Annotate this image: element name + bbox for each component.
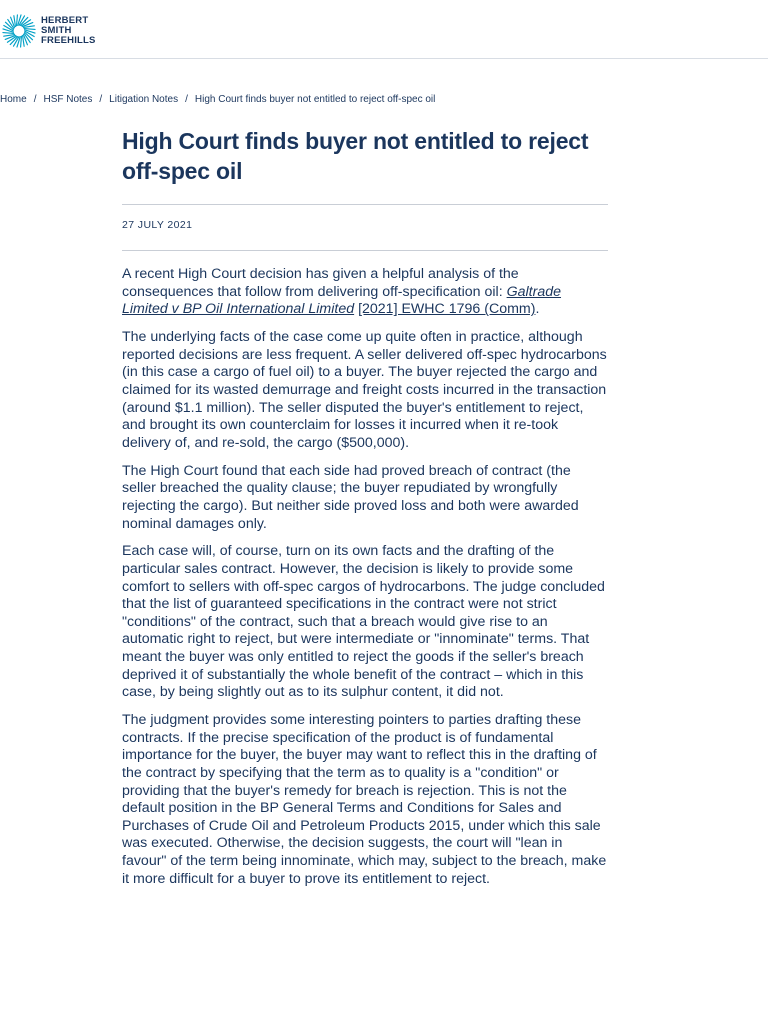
paragraph-1-text: A recent High Court decision has given a helpful analysis of the consequences that follow from delivering off-specification oil:	[122, 266, 519, 300]
brand-wordmark	[41, 16, 96, 46]
paragraph-5: The judgment provides some interesting pointers to parties drafting these contracts. If the precise specification of the product is of fundamental importance for the buyer, the buyer may want to reflect this in the drafting of the contract by specifying that the term as to quality is a "condition" or providing that the buyer's remedy for breach is rejection. This is not the default position in the BP General Terms and Conditions for Sales and Purchases of Crude Oil and Petroleum Products 2015, under which this sale was executed. Otherwise, the decision suggests, the court will "lean in favour" of the term being innominate, which may, subject to the breach, make it more difficult for a buyer to prove its entitlement to reject.	[122, 712, 607, 887]
burst-icon	[0, 12, 38, 50]
breadcrumb-separator: /	[185, 94, 188, 105]
breadcrumb-hsf-notes[interactable]: HSF Notes	[43, 94, 93, 105]
header-divider	[0, 58, 768, 59]
paragraph-1	[122, 266, 608, 319]
paragraph-4: Each case will, of course, turn on its own facts and the drafting of the particular sales contract. However, the decision is likely to provide some comfort to sellers with off-spec cargos of hydrocarbons. The judge concluded that the list of guaranteed specifications in the contract were not strict "conditions" of the contract, such that a breach would give rise to an automatic right to reject, but were intermediate or "innominate" terms. That meant the buyer was only entitled to reject the goods if the seller's breach deprived it of substantially the whole benefit of the contract – which in this case, by being slightly out as to its sulphur content, it did not.	[122, 543, 605, 701]
citation-link[interactable]: [2021] EWHC 1796 (Comm)	[358, 301, 536, 318]
page-title: High Court finds buyer not entitled to reject off-spec oil	[122, 128, 589, 184]
breadcrumb	[0, 94, 435, 105]
paragraph-1-end: .	[535, 301, 540, 318]
breadcrumb-separator: /	[99, 94, 103, 105]
case-name-link[interactable]: Galtrade Limited v BP Oil International Limited	[122, 283, 562, 318]
date-divider	[122, 250, 608, 251]
breadcrumb-current: High Court finds buyer not entitled to reject off-spec oil	[194, 94, 436, 105]
breadcrumb-litigation-notes[interactable]: Litigation Notes	[109, 94, 179, 105]
article	[122, 126, 608, 899]
logo-line: SMITH	[41, 25, 72, 36]
article-body	[122, 266, 608, 888]
paragraph-2: The underlying facts of the case come up quite often in practice, although reported decisions are less frequent. A seller delivered off-spec hydrocarbons (in this case a cargo of fuel oil) to a buyer. The buyer rejected the cargo and claimed for its wasted demurrage and freight costs incurred in the transaction (around $1.1 million). The seller disputed the buyer's entitlement to reject, and brought its own counterclaim for losses it incurred when it re-took delivery of, and re-sold, the cargo ($500,000).	[122, 329, 607, 451]
breadcrumb-home[interactable]: Home	[0, 94, 27, 105]
logo-line: FREEHILLS	[41, 35, 96, 46]
brand-logo[interactable]	[0, 12, 96, 50]
breadcrumb-separator: /	[33, 94, 37, 105]
publish-date: 27 JULY 2021	[122, 219, 193, 231]
logo-line: HERBERT	[41, 15, 89, 26]
title-divider	[122, 204, 608, 205]
paragraph-3: The High Court found that each side had proved breach of contract (the seller breached the quality clause; the buyer repudiated by wrongfully rejecting the cargo). But neither side proved loss and both were awarded nominal damages only.	[122, 462, 579, 532]
